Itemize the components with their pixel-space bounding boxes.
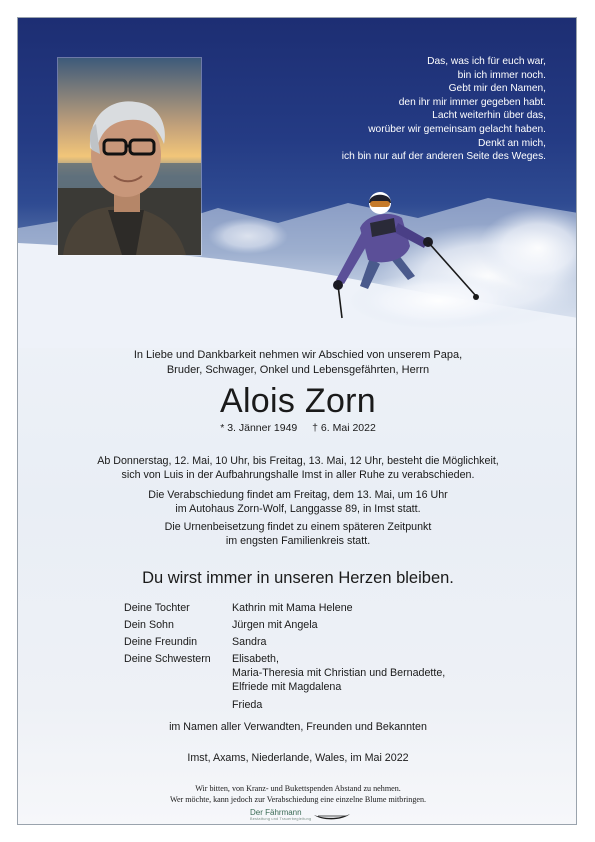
poem-line: Denkt an mich, [478, 137, 546, 149]
note-line: Wir bitten, von Kranz- und Bukettspenden Abstand zu nehmen. [195, 784, 401, 793]
deceased-name: Alois Zorn [219, 382, 377, 420]
boat-icon [312, 810, 352, 822]
family-names: Sandra [232, 636, 267, 648]
motto: Du wirst immer in unseren Herzen bleiben. [142, 569, 454, 587]
poem-line: bin ich immer noch. [457, 69, 546, 81]
paragraph-line: sich von Luis in der Aufbahrungshalle Imst in aller Ruhe zu verabschieden. [121, 469, 475, 481]
intro-text [18, 348, 577, 377]
poem-line: Lacht weiterhin über das, [432, 110, 546, 122]
funeral-home-logo [250, 808, 360, 825]
portrait-photo [58, 58, 201, 255]
poem [286, 55, 546, 164]
family-names: Maria-Theresia mit Christian und Bernadette, [232, 667, 446, 679]
family-names: Jürgen mit Angela [232, 619, 318, 631]
closing-line: im Namen aller Verwandten, Freunden und Bekannten [169, 721, 427, 733]
paragraph-line: Die Urnenbeisetzung findet zu einem späteren Zeitpunkt [164, 521, 432, 533]
flower-note [18, 783, 577, 805]
family-role: Dein Sohn [124, 619, 174, 631]
farewell-info [18, 488, 577, 516]
paragraph-line: Ab Donnerstag, 12. Mai, 10 Uhr, bis Freitag, 13. Mai, 12 Uhr, besteht die Möglichkeit, [97, 455, 499, 467]
paragraph-line: im engsten Familienkreis statt. [225, 535, 371, 547]
family-names: Kathrin mit Mama Helene [232, 602, 353, 614]
obituary-card [17, 17, 577, 825]
family-row [124, 618, 445, 632]
logo-subtitle: Bestattung und Trauerbegleitung [250, 817, 312, 821]
poem-line: worüber wir gemeinsam gelacht haben. [368, 123, 546, 135]
intro-line: Bruder, Schwager, Onkel und Lebensgefährten, Herrn [166, 363, 430, 376]
family-role: Deine Freundin [124, 636, 198, 648]
family-list [124, 601, 445, 715]
family-row [124, 635, 445, 649]
family-names: Elisabeth, [232, 653, 279, 665]
place-date: Imst, Axams, Niederlande, Wales, im Mai 2022 [187, 752, 409, 764]
burial-info [18, 520, 577, 548]
family-names: Elfriede mit Magdalena [232, 681, 342, 693]
note-line: Wer möchte, kann jedoch zur Verabschiedung eine einzelne Blume mitbringen. [169, 795, 427, 804]
family-row [124, 652, 445, 712]
poem-line: den ihr mir immer gegeben habt. [398, 96, 546, 108]
poem-line: Das, was ich für euch war, [427, 56, 546, 67]
family-role: Deine Tochter [124, 602, 190, 614]
intro-line: In Liebe und Dankbarkeit nehmen wir Abschied von unserem Papa, [133, 349, 463, 361]
paragraph-line: Die Verabschiedung findet am Freitag, dem 13. Mai, um 16 Uhr [148, 489, 448, 501]
life-dates [18, 421, 577, 435]
logo-name: Der Fährmann [250, 808, 302, 817]
family-names: Frieda [232, 699, 263, 711]
family-row [124, 601, 445, 615]
poem-line: ich bin nur auf der anderen Seite des Weges. [341, 151, 546, 163]
birth-date: * 3. Jänner 1949 [220, 422, 298, 434]
paragraph-line: im Autohaus Zorn-Wolf, Langgasse 89, in Imst statt. [175, 503, 421, 515]
viewing-info [18, 454, 577, 482]
family-role: Deine Schwestern [124, 653, 211, 665]
death-date: † 6. Mai 2022 [312, 422, 376, 434]
poem-line: Gebt mir den Namen, [448, 83, 546, 95]
